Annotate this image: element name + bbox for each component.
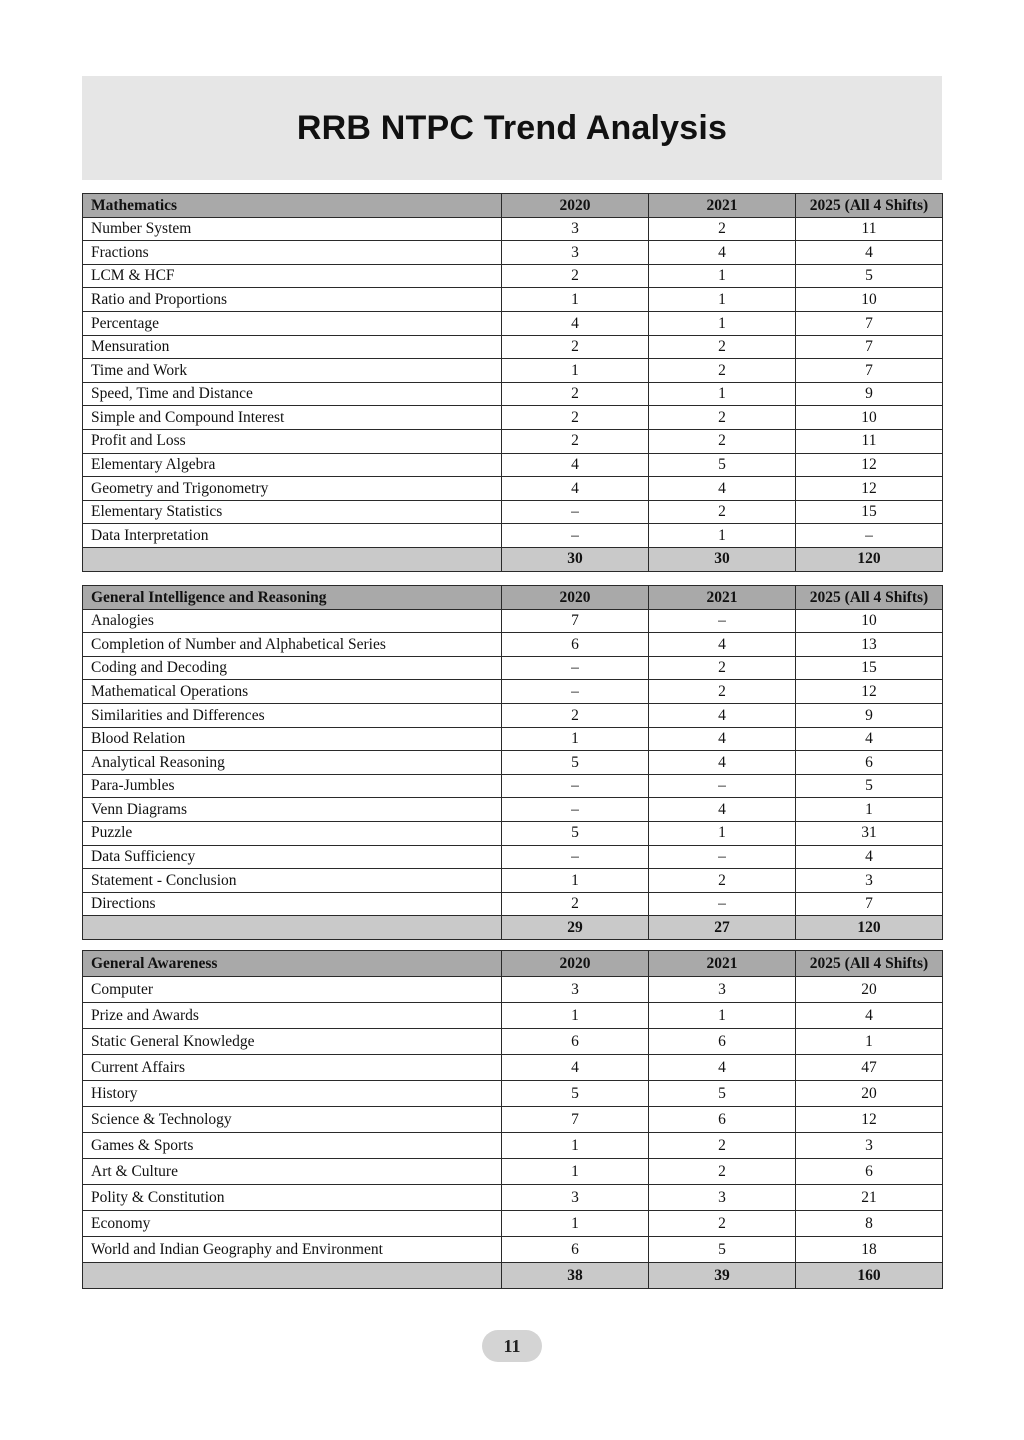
table-row [83, 798, 943, 822]
count-cell: 12 [796, 477, 943, 501]
topic-cell: Current Affairs [83, 1055, 502, 1081]
topic-cell: Para-Jumbles [83, 774, 502, 798]
table-row [83, 217, 943, 241]
total-cell: 160 [796, 1263, 943, 1289]
count-cell: 2 [502, 382, 649, 406]
count-cell: 11 [796, 429, 943, 453]
count-cell: 7 [502, 609, 649, 633]
count-cell: 7 [796, 359, 943, 383]
topic-cell: Ratio and Proportions [83, 288, 502, 312]
count-cell: 5 [502, 821, 649, 845]
count-cell: 1 [502, 869, 649, 893]
total-row [83, 1263, 943, 1289]
count-cell: 3 [649, 1185, 796, 1211]
count-cell: 10 [796, 609, 943, 633]
count-cell: 2 [649, 1133, 796, 1159]
year-header: 2020 [502, 586, 649, 610]
mathematics-table [82, 193, 943, 572]
topic-cell: Blood Relation [83, 727, 502, 751]
count-cell: 4 [649, 241, 796, 265]
topic-cell: Elementary Statistics [83, 500, 502, 524]
table-row [83, 1003, 943, 1029]
table-header-row [83, 586, 943, 610]
count-cell: 4 [796, 241, 943, 265]
count-cell: 6 [796, 751, 943, 775]
topic-cell: Fractions [83, 241, 502, 265]
count-cell: 1 [502, 727, 649, 751]
topic-cell: Economy [83, 1211, 502, 1237]
year-header: 2025 (All 4 Shifts) [796, 194, 943, 218]
count-cell: – [502, 798, 649, 822]
count-cell: 4 [649, 727, 796, 751]
table-row [83, 453, 943, 477]
table-header-row [83, 194, 943, 218]
table-row [83, 382, 943, 406]
count-cell: – [796, 524, 943, 548]
count-cell: 1 [649, 382, 796, 406]
table-row [83, 264, 943, 288]
count-cell: 1 [502, 1133, 649, 1159]
count-cell: 4 [649, 1055, 796, 1081]
count-cell: 18 [796, 1237, 943, 1263]
count-cell: 2 [649, 335, 796, 359]
count-cell: 15 [796, 500, 943, 524]
count-cell: 9 [796, 382, 943, 406]
count-cell: 4 [796, 727, 943, 751]
count-cell: 5 [649, 1081, 796, 1107]
table-row [83, 1107, 943, 1133]
count-cell: 6 [502, 1029, 649, 1055]
table-row [83, 727, 943, 751]
title-band [82, 76, 942, 180]
table-row [83, 429, 943, 453]
count-cell: 7 [796, 892, 943, 916]
count-cell: 3 [502, 1185, 649, 1211]
count-cell: 1 [649, 821, 796, 845]
topic-cell: Data Interpretation [83, 524, 502, 548]
count-cell: 47 [796, 1055, 943, 1081]
count-cell: 9 [796, 703, 943, 727]
count-cell: – [502, 524, 649, 548]
section-heading: General Awareness [83, 951, 502, 977]
count-cell: – [649, 774, 796, 798]
year-header: 2021 [649, 194, 796, 218]
count-cell: 6 [502, 1237, 649, 1263]
count-cell: 3 [796, 1133, 943, 1159]
count-cell: 6 [796, 1159, 943, 1185]
count-cell: – [502, 774, 649, 798]
count-cell: 31 [796, 821, 943, 845]
table-row [83, 335, 943, 359]
count-cell: 2 [649, 359, 796, 383]
table-row [83, 500, 943, 524]
count-cell: 5 [796, 264, 943, 288]
topic-cell: LCM & HCF [83, 264, 502, 288]
topic-cell: Puzzle [83, 821, 502, 845]
count-cell: – [502, 656, 649, 680]
topic-cell: Statement - Conclusion [83, 869, 502, 893]
topic-cell: Computer [83, 977, 502, 1003]
count-cell: 21 [796, 1185, 943, 1211]
topic-cell: Simple and Compound Interest [83, 406, 502, 430]
count-cell: 4 [649, 703, 796, 727]
count-cell: 2 [649, 217, 796, 241]
count-cell: 1 [649, 524, 796, 548]
count-cell: 2 [649, 500, 796, 524]
count-cell: 6 [649, 1029, 796, 1055]
count-cell: 4 [502, 453, 649, 477]
count-cell: 2 [649, 1211, 796, 1237]
count-cell: 15 [796, 656, 943, 680]
topic-cell: Games & Sports [83, 1133, 502, 1159]
count-cell: 3 [502, 217, 649, 241]
count-cell: 10 [796, 406, 943, 430]
table-row [83, 845, 943, 869]
table-row [83, 241, 943, 265]
table-row [83, 609, 943, 633]
table-row [83, 1237, 943, 1263]
count-cell: 6 [502, 633, 649, 657]
topic-cell: Speed, Time and Distance [83, 382, 502, 406]
table-row [83, 1081, 943, 1107]
year-header: 2020 [502, 951, 649, 977]
count-cell: 11 [796, 217, 943, 241]
table-row [83, 1211, 943, 1237]
topic-cell: Percentage [83, 311, 502, 335]
total-cell: 30 [502, 547, 649, 571]
count-cell: 1 [649, 1003, 796, 1029]
table-row [83, 774, 943, 798]
count-cell: 3 [502, 977, 649, 1003]
total-label-cell [83, 916, 502, 940]
count-cell: 2 [649, 680, 796, 704]
count-cell: 1 [502, 359, 649, 383]
table-row [83, 1159, 943, 1185]
topic-cell: Similarities and Differences [83, 703, 502, 727]
general-awareness-table [82, 950, 943, 1289]
count-cell: 4 [796, 845, 943, 869]
count-cell: 7 [796, 335, 943, 359]
count-cell: 12 [796, 680, 943, 704]
topic-cell: World and Indian Geography and Environment [83, 1237, 502, 1263]
count-cell: – [502, 500, 649, 524]
count-cell: 5 [502, 751, 649, 775]
table-row [83, 1133, 943, 1159]
total-label-cell [83, 547, 502, 571]
year-header: 2025 (All 4 Shifts) [796, 586, 943, 610]
topic-cell: Coding and Decoding [83, 656, 502, 680]
section-heading: Mathematics [83, 194, 502, 218]
count-cell: 8 [796, 1211, 943, 1237]
page-title: RRB NTPC Trend Analysis [296, 108, 728, 147]
topic-cell: Analogies [83, 609, 502, 633]
table-row [83, 524, 943, 548]
count-cell: 1 [649, 311, 796, 335]
count-cell: 2 [502, 429, 649, 453]
count-cell: 1 [502, 1211, 649, 1237]
topic-cell: Analytical Reasoning [83, 751, 502, 775]
count-cell: 1 [796, 798, 943, 822]
count-cell: 1 [649, 264, 796, 288]
count-cell: 1 [502, 288, 649, 312]
count-cell: 12 [796, 453, 943, 477]
topic-cell: Directions [83, 892, 502, 916]
table-row [83, 656, 943, 680]
table-row [83, 892, 943, 916]
total-cell: 120 [796, 916, 943, 940]
count-cell: – [649, 609, 796, 633]
year-header: 2020 [502, 194, 649, 218]
topic-cell: Mensuration [83, 335, 502, 359]
table-row [83, 477, 943, 501]
total-cell: 120 [796, 547, 943, 571]
total-row [83, 547, 943, 571]
topic-cell: Completion of Number and Alphabetical Series [83, 633, 502, 657]
count-cell: 2 [649, 406, 796, 430]
topic-cell: Data Sufficiency [83, 845, 502, 869]
count-cell: 2 [649, 429, 796, 453]
topic-cell: Polity & Constitution [83, 1185, 502, 1211]
topic-cell: Geometry and Trigonometry [83, 477, 502, 501]
count-cell: 2 [649, 869, 796, 893]
table-row [83, 288, 943, 312]
total-cell: 38 [502, 1263, 649, 1289]
count-cell: 5 [649, 1237, 796, 1263]
table-row [83, 311, 943, 335]
total-cell: 27 [649, 916, 796, 940]
table-row [83, 680, 943, 704]
page-number: 11 [482, 1330, 542, 1362]
topic-cell: History [83, 1081, 502, 1107]
count-cell: 2 [502, 335, 649, 359]
count-cell: – [649, 845, 796, 869]
count-cell: 4 [502, 1055, 649, 1081]
topic-cell: Profit and Loss [83, 429, 502, 453]
count-cell: 3 [502, 241, 649, 265]
table-row [83, 821, 943, 845]
table-row [83, 359, 943, 383]
table-row [83, 1029, 943, 1055]
count-cell: 4 [502, 477, 649, 501]
topic-cell: Number System [83, 217, 502, 241]
year-header: 2021 [649, 586, 796, 610]
total-cell: 39 [649, 1263, 796, 1289]
count-cell: – [502, 845, 649, 869]
count-cell: 2 [502, 703, 649, 727]
topic-cell: Art & Culture [83, 1159, 502, 1185]
table-row [83, 869, 943, 893]
count-cell: 4 [796, 1003, 943, 1029]
section-heading: General Intelligence and Reasoning [83, 586, 502, 610]
count-cell: 2 [649, 1159, 796, 1185]
count-cell: 2 [649, 656, 796, 680]
count-cell: 6 [649, 1107, 796, 1133]
topic-cell: Mathematical Operations [83, 680, 502, 704]
topic-cell: Venn Diagrams [83, 798, 502, 822]
count-cell: 3 [649, 977, 796, 1003]
count-cell: 1 [796, 1029, 943, 1055]
topic-cell: Time and Work [83, 359, 502, 383]
count-cell: 4 [502, 311, 649, 335]
count-cell: 4 [649, 477, 796, 501]
count-cell: 4 [649, 751, 796, 775]
count-cell: 20 [796, 977, 943, 1003]
count-cell: 7 [502, 1107, 649, 1133]
table-row [83, 406, 943, 430]
count-cell: 1 [649, 288, 796, 312]
count-cell: 5 [796, 774, 943, 798]
total-cell: 29 [502, 916, 649, 940]
count-cell: 7 [796, 311, 943, 335]
reasoning-table [82, 585, 943, 940]
count-cell: 2 [502, 264, 649, 288]
topic-cell: Prize and Awards [83, 1003, 502, 1029]
count-cell: 20 [796, 1081, 943, 1107]
table-row [83, 1185, 943, 1211]
count-cell: 12 [796, 1107, 943, 1133]
count-cell: 13 [796, 633, 943, 657]
total-row [83, 916, 943, 940]
count-cell: 2 [502, 406, 649, 430]
count-cell: – [649, 892, 796, 916]
topic-cell: Static General Knowledge [83, 1029, 502, 1055]
table-header-row [83, 951, 943, 977]
count-cell: 3 [796, 869, 943, 893]
count-cell: 4 [649, 798, 796, 822]
count-cell: 10 [796, 288, 943, 312]
count-cell: 1 [502, 1159, 649, 1185]
table-row [83, 977, 943, 1003]
count-cell: 2 [502, 892, 649, 916]
topic-cell: Science & Technology [83, 1107, 502, 1133]
table-row [83, 633, 943, 657]
count-cell: – [502, 680, 649, 704]
count-cell: 1 [502, 1003, 649, 1029]
year-header: 2025 (All 4 Shifts) [796, 951, 943, 977]
table-row [83, 1055, 943, 1081]
year-header: 2021 [649, 951, 796, 977]
count-cell: 5 [649, 453, 796, 477]
count-cell: 4 [649, 633, 796, 657]
topic-cell: Elementary Algebra [83, 453, 502, 477]
total-cell: 30 [649, 547, 796, 571]
table-row [83, 751, 943, 775]
count-cell: 5 [502, 1081, 649, 1107]
table-row [83, 703, 943, 727]
total-label-cell [83, 1263, 502, 1289]
